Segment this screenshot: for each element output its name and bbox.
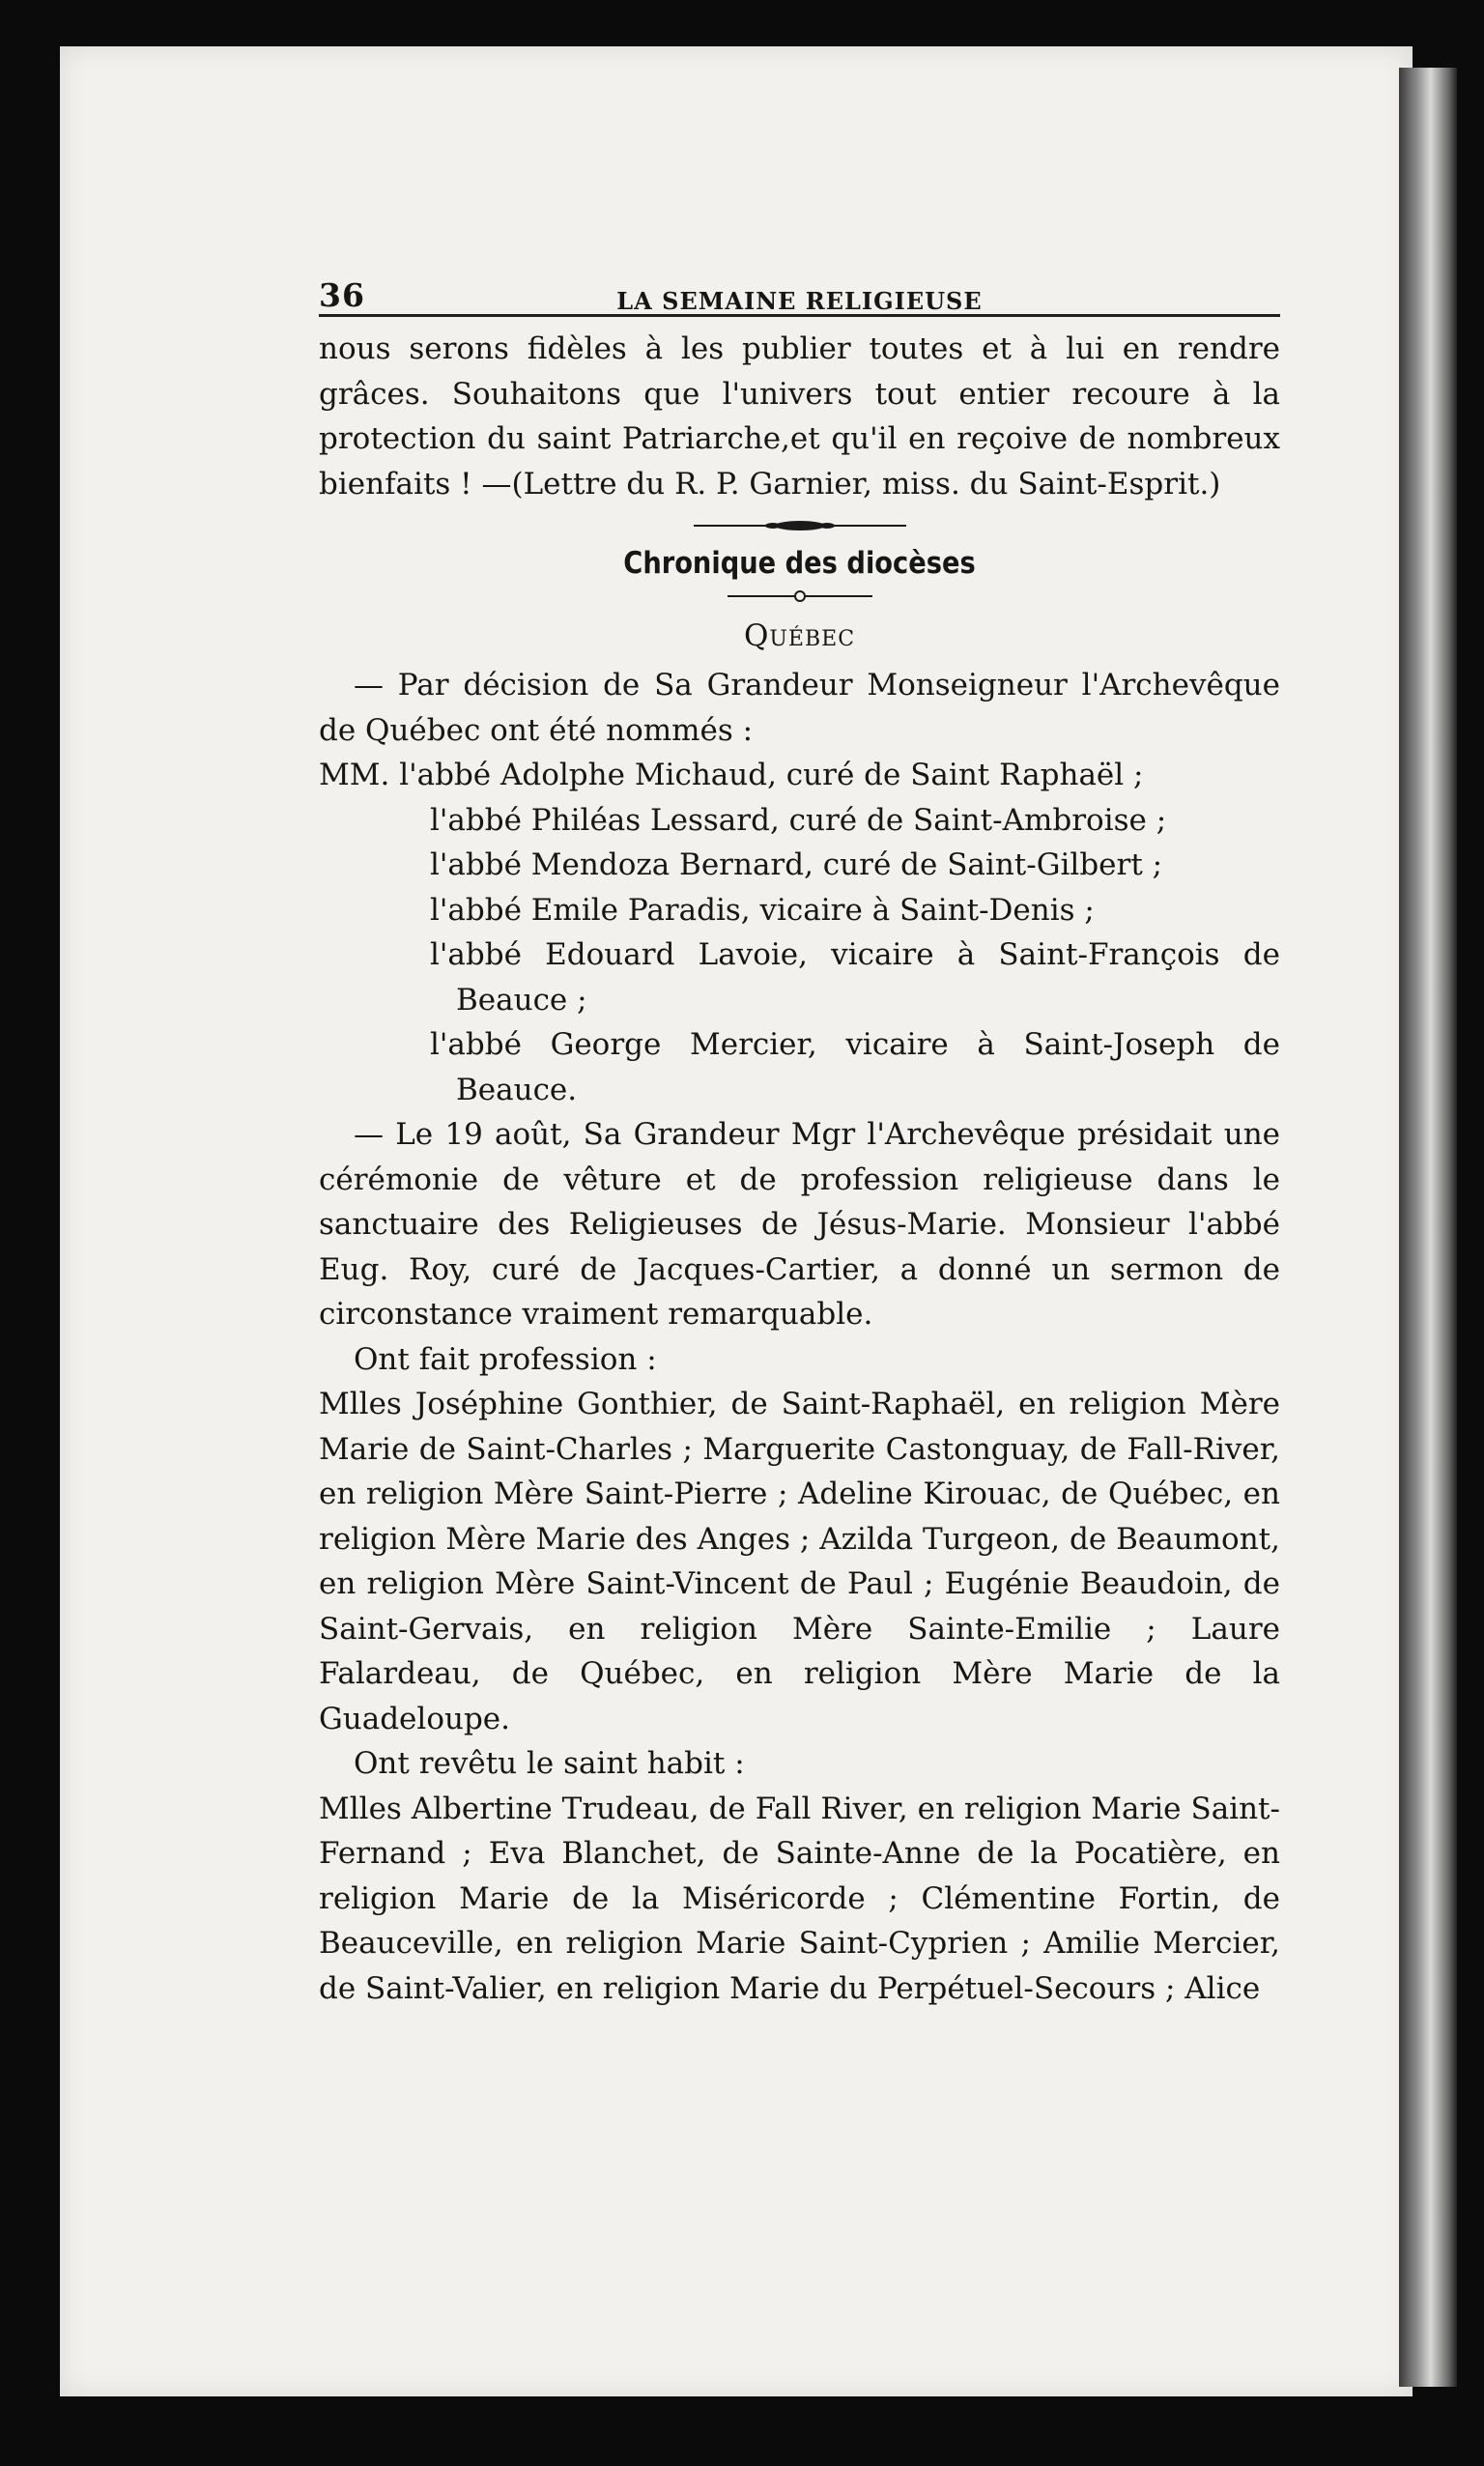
nomination-entry: l'abbé Philéas Lessard, curé de Saint-Ambroise ; <box>430 802 1167 838</box>
nomination-entry-continued: Beauce ; <box>456 982 587 1018</box>
journal-title: LA SEMAINE RELIGIEUSE <box>616 287 983 315</box>
ceremony-paragraph: — Le 19 août, Sa Grandeur Mgr l'Archevêque présidait une cérémonie de vêture et de profession religieuse dans le sanctuaire des Religieuses de Jésus-Marie. Monsieur l'abbé Eug. Roy, curé de Jacques-Cartier, a donné un sermon de circonstance vraiment remarquable. <box>319 1117 1280 1332</box>
nomination-first: MM. l'abbé Adolphe Michaud, curé de Saint Raphaël ; <box>319 758 1144 792</box>
profession-label: Ont fait profession : <box>354 1341 657 1377</box>
section-title: Chronique des diocèses <box>623 546 976 581</box>
diocese-heading: Québec <box>743 618 856 653</box>
ornament-divider <box>694 516 906 535</box>
page-text <box>319 266 1280 2011</box>
habit-label: Ont revêtu le saint habit : <box>354 1746 745 1781</box>
running-header <box>319 266 1280 315</box>
profession-list: Mlles Joséphine Gonthier, de Saint-Raphaël, en religion Mère Marie de Saint-Charles ; Marguerite Castonguay, de Fall-River, en religion Mère Saint-Pierre ; Adeline Kirouac, de Québec, en religion Mère Marie des Anges ; Azilda Turgeon, de Beaumont, en religion Mère Saint-Vincent de Paul ; Eugénie Beaudoin, de Saint-Gervais, en religion Mère Sainte-Emilie ; Laure Falardeau, de Québec, en religion Mère Marie de la Guadeloupe. <box>319 1387 1280 1736</box>
nomination-entry-continued: Beauce. <box>456 1072 578 1107</box>
small-divider <box>728 588 872 605</box>
intro-paragraph: nous serons fidèles à les publier toutes et à lui en rendre grâces. Souhaitons que l'univers tout entier recoure à la protection du saint Patriarche,et qu'il en reçoive de nombreux bienfaits ! —(Lettre du R. P. Garnier, miss. du Saint-Esprit.) <box>319 331 1280 502</box>
nomination-entry: l'abbé Mendoza Bernard, curé de Saint-Gilbert ; <box>430 847 1163 882</box>
habit-list: Mlles Albertine Trudeau, de Fall River, en religion Marie Saint-Fernand ; Eva Blanchet, de Sainte-Anne de la Pocatière, en religion Marie de la Miséricorde ; Clémentine Fortin, de Beauceville, en religion Marie Saint-Cyprien ; Amilie Mercier, de Saint-Valier, en religion Marie du Perpétuel-Secours ; Alice <box>319 1791 1280 2006</box>
nomination-entry: l'abbé George Mercier, vicaire à Saint-Joseph de <box>430 1027 1280 1062</box>
nomination-entry: l'abbé Emile Paradis, vicaire à Saint-Denis ; <box>430 892 1095 928</box>
nomination-entry: l'abbé Edouard Lavoie, vicaire à Saint-François de <box>430 937 1280 972</box>
nominations-intro: — Par décision de Sa Grandeur Monseigneur l'Archevêque de Québec ont été nommés : <box>319 668 1280 748</box>
book-spine <box>1399 68 1457 2387</box>
page-number: 36 <box>319 276 365 314</box>
